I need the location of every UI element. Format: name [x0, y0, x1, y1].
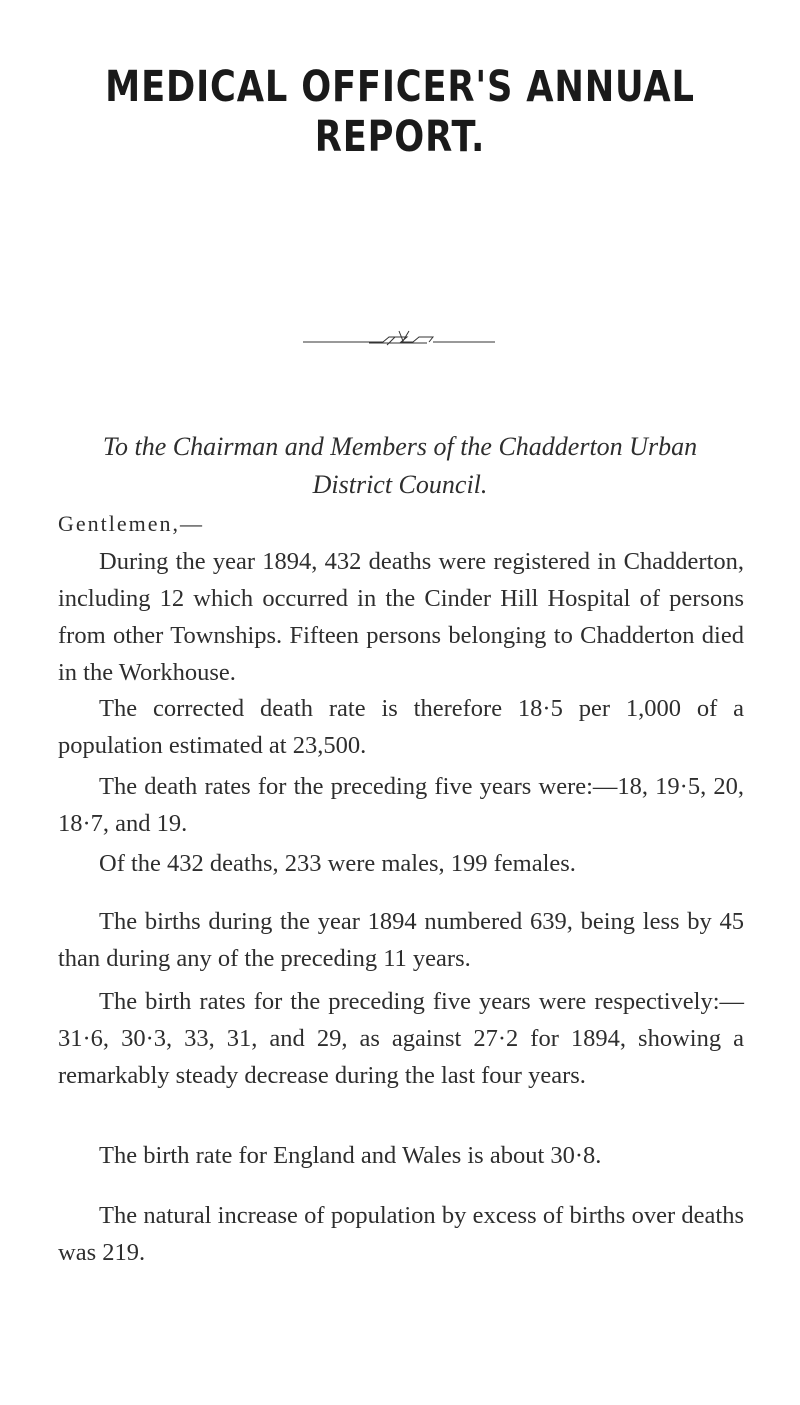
paragraph-england-wales-birth-rate: The birth rate for England and Wales is about 30·8.: [99, 1142, 602, 1169]
paragraph-natural-increase: The natural increase of population by excess of births over deaths was 219.: [58, 1202, 744, 1266]
address-heading: [0, 428, 800, 504]
decorative-divider-icon: [303, 325, 495, 355]
paragraph-corrected-death-rate: The corrected death rate is therefore 18·5 per 1,000 of a population estimated at 23,500.: [58, 695, 744, 759]
address-line-2: District Council.: [312, 470, 488, 499]
paragraph-deaths-by-sex: Of the 432 deaths, 233 were males, 199 females.: [99, 850, 576, 877]
address-line-1: To the Chairman and Members of the Chadderton Urban: [102, 432, 698, 461]
salutation: Gentlemen,—: [58, 511, 205, 536]
paragraph-deaths-registered: During the year 1894, 432 deaths were registered in Chadderton, including 12 which occurred in the Cinder Hill Hospital of persons from other Townships. Fifteen persons belonging to Chadderton died in the Workhouse.: [58, 548, 744, 686]
paragraph-birth-rates: The birth rates for the preceding five years were respectively:—31·6, 30·3, 33, 31, and 29, as against 27·2 for 1894, showing a remarkably steady decrease during the last four years.: [58, 988, 744, 1089]
paragraph-births: The births during the year 1894 numbered 639, being less by 45 than during any of the preceding 11 years.: [58, 908, 744, 972]
paragraph-preceding-death-rates: The death rates for the preceding five years were:—18, 19·5, 20, 18·7, and 19.: [58, 773, 744, 837]
page-title: MEDICAL OFFICER'S ANNUAL REPORT.: [105, 62, 695, 162]
